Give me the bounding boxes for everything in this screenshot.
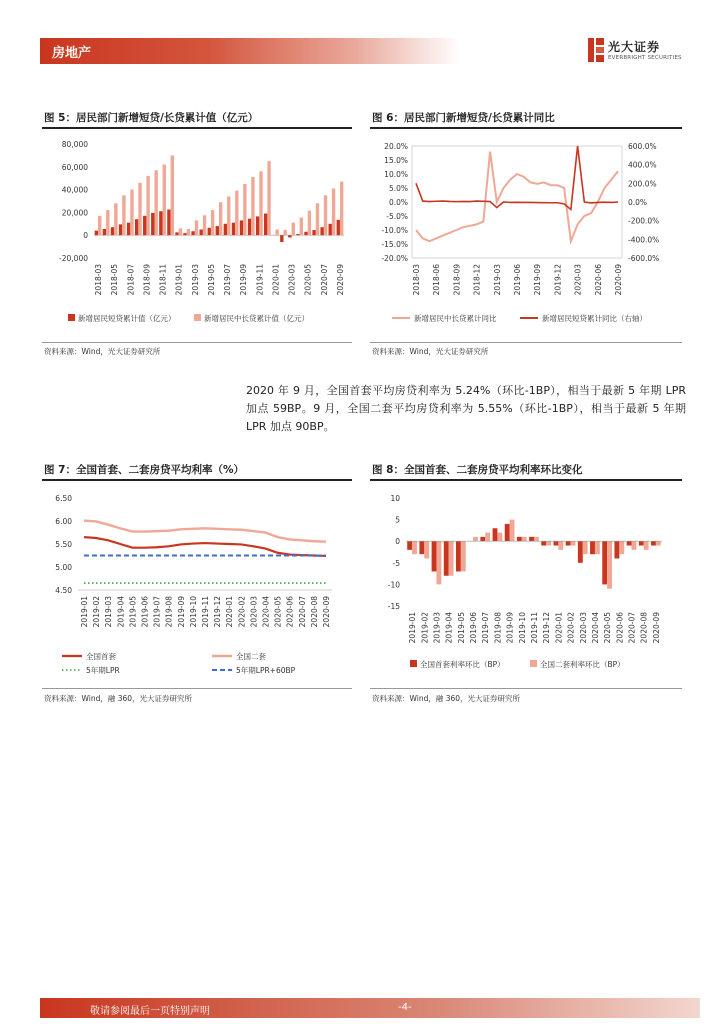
x-tick-label: 2020-09: [651, 612, 661, 644]
figure-7-bottom-rule: [42, 688, 352, 689]
bar-second-home-mom: [424, 541, 429, 558]
figure-8-bottom-rule: [370, 688, 682, 689]
x-tick-label: 2020-05: [303, 264, 313, 296]
bar-first-home-mom: [419, 541, 424, 554]
x-tick-label: 2019-08: [493, 612, 503, 644]
x-tick-label: 2019-12: [553, 264, 563, 296]
bar-first-home-mom: [614, 541, 619, 558]
bar-long-loan: [308, 211, 311, 236]
bar-short-loan: [256, 216, 259, 235]
y-right-tick-label: -400.0%: [628, 235, 660, 245]
y-tick-label: 40,000: [61, 185, 88, 195]
bar-first-home-mom: [566, 541, 571, 545]
y-left-tick-label: 20.0%: [384, 142, 408, 151]
bar-first-home-mom: [554, 541, 559, 545]
bar-long-loan: [267, 161, 270, 235]
x-tick-label: 2019-12: [542, 612, 552, 644]
bar-short-loan: [119, 224, 122, 235]
y-tick-label: -5: [392, 558, 400, 568]
y-tick-label: 10: [390, 494, 400, 503]
bar-long-loan: [324, 195, 327, 235]
figure-8-title: 图 8：全国首套、二套房贷平均利率环比变化: [372, 464, 583, 476]
y-left-tick-label: 5.0%: [388, 184, 408, 193]
y-tick-label: 5.50: [55, 540, 72, 549]
figure-5-title: 图 5：居民部门新增短贷/长贷累计值（亿元）: [44, 112, 259, 124]
y-right-tick-label: 400.0%: [628, 160, 657, 170]
legend-label: 5年期LPR: [86, 666, 120, 675]
bar-long-loan: [187, 229, 190, 235]
bar-long-loan: [130, 190, 133, 236]
bar-long-loan: [203, 215, 206, 235]
bar-second-home-mom: [558, 541, 563, 550]
bar-first-home-mom: [590, 541, 595, 554]
bar-first-home-mom: [529, 537, 534, 541]
x-tick-label: 2019-10: [517, 612, 527, 644]
bar-long-loan: [154, 170, 157, 235]
bar-second-home-mom: [485, 533, 490, 542]
bar-short-loan: [280, 235, 283, 242]
body-paragraph: 2020 年 9 月，全国首套平均房贷利率为 5.24%（环比-1BP），相当于最新 5 年期 LPR 加点 59BP。9 月，全国二套平均房贷利率为 5.55%（环比-1BP），相当于最新 5 年期 LPR 加点 90BP。: [246, 384, 686, 433]
figure-5-source: 资料来源：Wind，光大证券研究所: [44, 347, 161, 356]
page-number: -4-: [398, 1002, 412, 1013]
x-tick-label: 2020-09: [335, 264, 345, 296]
bar-short-loan: [127, 223, 130, 236]
bar-first-home-mom: [480, 537, 485, 541]
x-tick-label: 2019-01: [174, 264, 184, 296]
bar-long-loan: [98, 216, 101, 235]
figure-6-title: 图 6：居民部门新增短贷/长贷累计同比: [372, 112, 555, 124]
bar-short-loan: [159, 211, 162, 235]
bar-second-home-mom: [436, 541, 441, 584]
bar-first-home-mom: [578, 541, 583, 563]
x-tick-label: 2019-05: [206, 264, 216, 296]
y-tick-label: 5: [395, 515, 400, 525]
figure-7-chart: [42, 482, 354, 684]
figure-6-top-rule: [370, 127, 682, 129]
x-tick-label: 2020-05: [273, 596, 283, 628]
bar-first-home-mom: [602, 541, 607, 584]
x-tick-label: 2019-10: [188, 596, 198, 628]
bar-long-loan: [340, 182, 343, 236]
bar-second-home-mom: [595, 541, 600, 554]
x-tick-label: 2018-06: [432, 264, 442, 296]
bar-short-loan: [248, 219, 251, 236]
bar-short-loan: [329, 224, 332, 235]
x-tick-label: 2020-07: [319, 264, 329, 296]
x-tick-label: 2019-03: [104, 596, 114, 628]
figure-6-source: 资料来源：Wind，光大证券研究所: [372, 347, 489, 356]
bar-long-loan: [122, 195, 125, 235]
x-tick-label: 2020-05: [603, 612, 613, 644]
x-tick-label: 2019-01: [408, 612, 418, 644]
y-tick-label: -10: [387, 580, 400, 590]
x-tick-label: 2019-04: [116, 596, 126, 628]
bar-long-loan: [171, 155, 174, 235]
x-tick-label: 2019-02: [92, 596, 102, 628]
bar-short-loan: [216, 226, 219, 235]
bar-second-home-mom: [632, 541, 637, 550]
x-tick-label: 2019-07: [152, 596, 162, 628]
y-tick-label: -15: [387, 602, 400, 611]
y-tick-label: 0: [83, 231, 88, 241]
x-tick-label: 2020-01: [554, 612, 564, 644]
bar-second-home-mom: [461, 541, 466, 571]
figure-6-chart: [370, 130, 684, 330]
x-tick-label: 2020-03: [573, 264, 583, 296]
bar-short-loan: [264, 214, 267, 236]
x-tick-label: 2018-11: [158, 264, 168, 296]
x-tick-label: 2020-09: [614, 264, 623, 296]
x-tick-label: 2020-07: [627, 612, 637, 644]
x-tick-label: 2018-09: [142, 264, 152, 296]
y-tick-label: -20,000: [59, 254, 88, 263]
x-tick-label: 2019-05: [456, 612, 466, 644]
y-tick-label: 20,000: [61, 208, 88, 218]
x-tick-label: 2020-04: [590, 612, 600, 644]
y-tick-label: 5.00: [55, 563, 72, 572]
legend-label: 5年期LPR+60BP: [236, 666, 296, 675]
bar-long-loan: [251, 177, 254, 235]
figure-7-top-rule: [42, 479, 352, 481]
x-tick-label: 2019-06: [513, 264, 522, 296]
x-tick-label: 2020-01: [271, 264, 281, 296]
x-tick-label: 2019-11: [201, 596, 210, 628]
bar-first-home-mom: [456, 541, 461, 571]
x-tick-label: 2020-06: [593, 264, 603, 296]
bar-first-home-mom: [505, 524, 510, 541]
bar-short-loan: [191, 231, 194, 235]
header-band: [40, 38, 460, 64]
legend-label-short: 新增居民短贷累计同比（右轴）: [542, 314, 647, 323]
x-tick-label: 2019-12: [213, 596, 223, 628]
bar-long-loan: [300, 218, 303, 236]
figure-5-bottom-rule: [42, 342, 352, 343]
x-tick-label: 2019-03: [492, 264, 502, 296]
bar-first-home-mom: [432, 541, 437, 571]
x-tick-label: 2020-03: [578, 612, 588, 644]
x-tick-label: 2018-05: [110, 264, 120, 296]
bar-long-loan: [259, 171, 262, 235]
x-tick-label: 2019-04: [444, 612, 454, 644]
x-tick-label: 2020-08: [639, 612, 649, 644]
y-right-tick-label: 200.0%: [628, 179, 657, 189]
x-tick-label: 2019-06: [469, 612, 479, 644]
legend-label-first: 全国首套利率环比（BP）: [420, 660, 505, 669]
bar-short-loan: [304, 232, 307, 235]
bar-short-loan: [103, 229, 106, 235]
legend-swatch-long: [194, 314, 201, 321]
bar-short-loan: [95, 231, 98, 236]
bar-first-home-mom: [444, 541, 449, 576]
legend-label: 全国首套: [86, 652, 116, 661]
bar-second-home-mom: [583, 541, 588, 554]
bar-short-loan: [143, 216, 146, 235]
legend-label-second: 全国二套利率环比（BP）: [540, 660, 625, 669]
x-tick-label: 2019-06: [140, 596, 150, 628]
y-right-tick-label: 600.0%: [628, 142, 657, 151]
x-tick-label: 2018-12: [472, 264, 482, 296]
x-tick-label: 2020-06: [285, 596, 295, 628]
bar-second-home-mom: [473, 537, 478, 541]
x-tick-label: 2020-01: [225, 596, 235, 628]
y-tick-label: 80,000: [61, 140, 88, 149]
legend-label-long: 新增居民中长贷累计同比: [414, 314, 497, 323]
x-tick-label: 2018-03: [412, 264, 421, 296]
bar-long-loan: [138, 183, 141, 235]
figure-8-chart: [370, 482, 684, 684]
y-right-tick-label: -200.0%: [628, 216, 660, 226]
x-tick-label: 2020-04: [261, 596, 271, 628]
bar-first-home-mom: [517, 537, 522, 541]
y-tick-label: 0: [395, 537, 400, 547]
x-tick-label: 2020-08: [309, 596, 319, 628]
y-left-tick-label: -10.0%: [381, 226, 408, 235]
bar-short-loan: [199, 230, 202, 236]
bar-short-loan: [232, 223, 235, 236]
bar-long-loan: [284, 230, 287, 235]
bar-second-home-mom: [449, 541, 454, 576]
bar-short-loan: [288, 235, 291, 237]
bar-short-loan: [208, 228, 211, 235]
line-second-home: [84, 521, 326, 542]
y-left-tick-label: -15.0%: [381, 240, 408, 249]
bar-long-loan: [243, 184, 246, 235]
x-tick-label: 2018-07: [126, 264, 136, 296]
x-tick-label: 2019-02: [420, 612, 430, 644]
bar-first-home-mom: [627, 541, 632, 545]
x-tick-label: 2019-09: [533, 264, 543, 296]
logo-english: EVERBRIGHT SECURITIES: [608, 55, 682, 61]
bar-short-loan: [175, 232, 178, 235]
bar-long-loan: [275, 230, 278, 236]
bar-second-home-mom: [497, 533, 502, 542]
x-tick-label: 2019-03: [190, 264, 200, 296]
legend-label-short: 新增居民短贷累计值（亿元）: [78, 314, 176, 323]
bar-second-home-mom: [534, 537, 539, 541]
y-left-tick-label: 0.0%: [388, 198, 408, 207]
legend-swatch-short: [68, 314, 75, 321]
x-tick-label: 2019-07: [481, 612, 491, 644]
y-left-tick-label: 10.0%: [384, 170, 408, 179]
bar-second-home-mom: [510, 520, 515, 542]
bar-second-home-mom: [522, 537, 527, 541]
x-tick-label: 2019-09: [176, 596, 186, 628]
bar-long-loan: [227, 196, 230, 235]
bar-long-loan: [235, 191, 238, 235]
bar-short-loan: [240, 220, 243, 235]
x-tick-label: 2020-02: [237, 596, 247, 628]
bar-long-loan: [292, 223, 295, 236]
bar-first-home-mom: [651, 541, 656, 545]
x-tick-label: 2019-11: [530, 612, 539, 644]
figure-8-source: 资料来源：Wind，融 360，光大证券研究所: [372, 694, 521, 703]
legend-label: 全国二套: [236, 652, 266, 661]
logo-name: 光大证券: [608, 40, 661, 54]
bar-short-loan: [224, 224, 227, 235]
figure-5-top-rule: [42, 127, 352, 129]
bar-second-home-mom: [412, 541, 417, 554]
legend-swatch-second: [530, 660, 537, 667]
x-tick-label: 2018-03: [94, 264, 104, 296]
bar-long-loan: [195, 220, 198, 235]
bar-short-loan: [151, 213, 154, 235]
figure-8-top-rule: [370, 479, 682, 481]
y-tick-label: 4.50: [55, 586, 72, 595]
bar-second-home-mom: [656, 541, 661, 545]
figure-7-source: 资料来源：Wind，融 360，光大证券研究所: [44, 694, 193, 703]
x-tick-label: 2019-01: [80, 596, 89, 628]
x-tick-label: 2020-03: [287, 264, 297, 296]
y-tick-label: 6.00: [55, 517, 72, 526]
y-right-tick-label: 0.0%: [628, 198, 648, 207]
bar-short-loan: [111, 227, 114, 235]
bar-long-loan: [146, 176, 149, 235]
bar-long-loan: [332, 188, 335, 235]
line-short-loan-yoy: [416, 146, 618, 209]
x-tick-label: 2019-05: [128, 596, 138, 628]
bar-second-home-mom: [546, 541, 551, 545]
section-title: 房地产: [52, 46, 92, 61]
bar-first-home-mom: [541, 541, 546, 545]
bar-short-loan: [312, 230, 315, 235]
line-long-loan-yoy: [416, 152, 618, 242]
x-tick-label: 2020-03: [249, 596, 259, 628]
x-tick-label: 2020-07: [297, 596, 307, 628]
bar-second-home-mom: [619, 541, 624, 554]
bar-short-loan: [183, 233, 186, 235]
bar-long-loan: [114, 203, 117, 235]
y-tick-label: 60,000: [61, 162, 88, 172]
footer-disclaimer: 敬请参阅最后一页特别声明: [90, 1006, 210, 1017]
x-tick-label: 2019-08: [164, 596, 174, 628]
bar-short-loan: [135, 219, 138, 235]
x-tick-label: 2019-03: [432, 612, 442, 644]
x-tick-label: 2019-09: [239, 264, 249, 296]
y-left-tick-label: -5.0%: [386, 212, 408, 221]
bar-long-loan: [179, 228, 182, 235]
legend-label-long: 新增居民中长贷累计值（亿元）: [204, 314, 309, 323]
figure-6-bottom-rule: [370, 342, 682, 343]
x-tick-label: 2020-09: [322, 596, 331, 628]
x-tick-label: 2019-07: [223, 264, 233, 296]
figure-5-chart: [42, 130, 354, 330]
bar-long-loan: [163, 165, 166, 236]
bar-second-home-mom: [644, 541, 649, 550]
bar-first-home-mom: [493, 528, 498, 541]
bar-long-loan: [219, 202, 222, 235]
y-left-tick-label: 15.0%: [384, 156, 408, 165]
bar-long-loan: [211, 210, 214, 235]
figure-7-title: 图 7：全国首套、二套房贷平均利率（%）: [44, 464, 244, 476]
x-tick-label: 2020-06: [615, 612, 625, 644]
legend-swatch-first: [410, 660, 417, 667]
bar-second-home-mom: [607, 541, 612, 589]
bar-first-home-mom: [407, 541, 412, 550]
x-tick-label: 2019-11: [255, 264, 265, 296]
bar-short-loan: [337, 220, 340, 235]
bar-short-loan: [296, 234, 299, 235]
y-left-tick-label: -20.0%: [381, 254, 408, 263]
x-tick-label: 2020-02: [566, 612, 576, 644]
x-tick-label: 2019-09: [505, 612, 515, 644]
bar-long-loan: [106, 210, 109, 235]
bar-short-loan: [167, 210, 170, 236]
x-tick-label: 2018-09: [452, 264, 462, 296]
bar-first-home-mom: [639, 541, 644, 545]
y-right-tick-label: -600.0%: [628, 254, 660, 263]
bar-second-home-mom: [571, 541, 576, 545]
bar-short-loan: [320, 227, 323, 235]
y-tick-label: 6.50: [55, 494, 72, 503]
bar-long-loan: [316, 203, 319, 235]
